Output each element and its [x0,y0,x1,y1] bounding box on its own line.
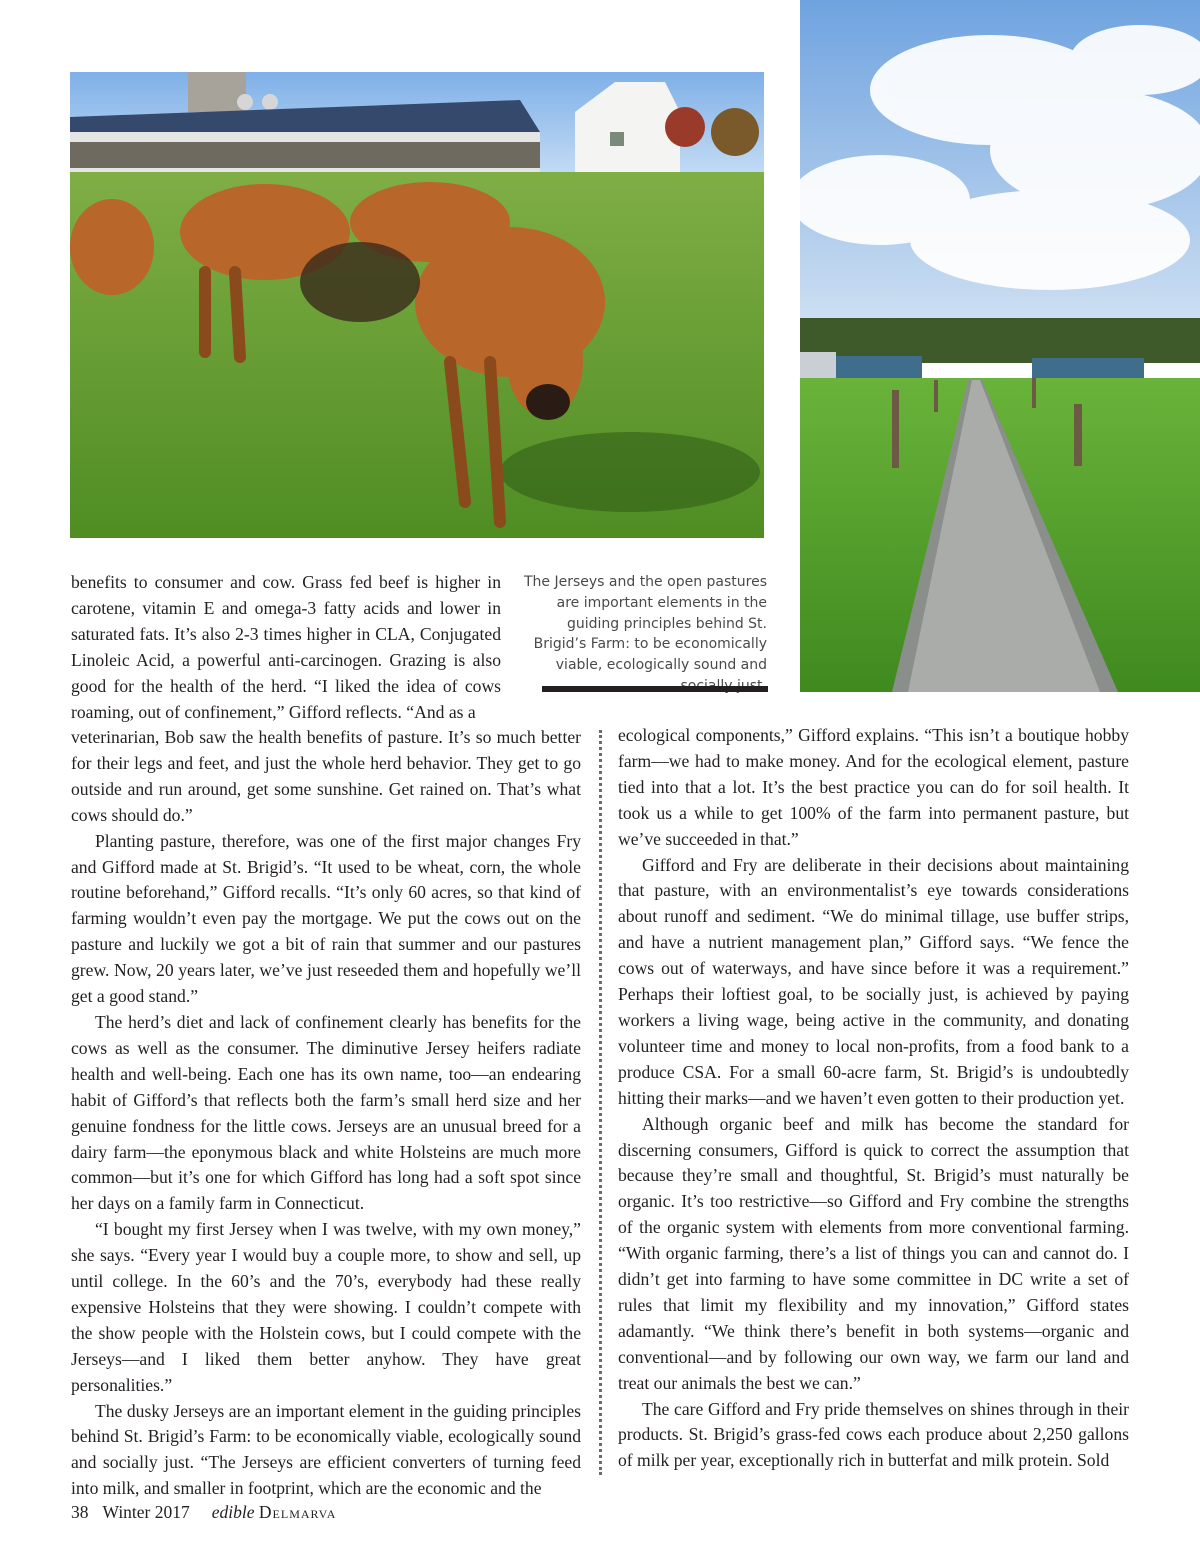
article-paragraph: benefits to consumer and cow. Grass fed beef is higher in carotene, vitamin E and omega-3 fatty acids and lower in saturated fats. It’s also 2-3 times higher in CLA, Conjugated Linoleic Acid, a powerful anti-carcinogen. Grazing is also good for the health of the herd. “I liked the idea of cows roaming, out of confinement,” Gifford reflects. “And as a [71,572,501,722]
article-paragraph: The herd’s diet and lack of confinement clearly has benefits for the cows as well as the consumer. The diminutive Jersey heifers radiate health and well-being. Each one has its own name, too—an endearing habit of Gifford’s that reflects both the farm’s small herd size and her genuine fondness for the little cows. Jerseys are an unusual breed for a dairy farm—the eponymous black and white Holsteins are much more common—but it’s one for which Gifford has long had a soft spot since her days on a family farm in Connecticut. [71,1011,581,1214]
lane-photo [800,0,1200,692]
photo-caption: The Jerseys and the open pastures are important elements in the guiding principles behind St. Brigid’s Farm: to be economically viable, ecologically sound and [523,574,767,674]
article-paragraph: The dusky Jerseys are an important element in the guiding principles behind St. Brigid’s Farm: to be economically viable, ecologically sound and socially just. “The Jerseys are efficient converters of turning feed into milk, and smaller in footprint, which are the economic and the [71,1400,581,1499]
article-paragraph: Planting pasture, therefore, was one of the first major changes Fry and Gifford made at St. Brigid’s. “It used to be wheat, corn, the whole routine beforehand,” Gifford recalls. “It’s only 60 acres, so that kind of farming wouldn’t even pay the mortgage. We put the cows out on the pasture and luckily we got a bit of rain that summer and our pastures grew. Now, 20 years later, we’ve just reseeded them and hopefully we’ll get a good stand.” [71,830,581,1007]
article-paragraph: veterinarian, Bob saw the health benefits of pasture. It’s so much better for their legs and feet, and just the whole herd behavior. They get to go outside and run around, get some sunshine. Get rained on. That’s what cows should do.” [71,727,581,825]
article-paragraph: The care Gifford and Fry pride themselves on shines through in their products. St. Brigid’s grass-fed cows each produce about 2,250 gallons of milk per year, exceptionally rich in butterfat and milk protein. Sold [618,1398,1129,1471]
page-footer [71,1502,336,1523]
cows-photo-illustration [70,72,764,538]
article-column-left [71,725,581,1502]
caption-rule [542,686,768,692]
page-number: 38 [71,1502,89,1522]
article-paragraph: Gifford and Fry are deliberate in their decisions about maintaining that pasture, with an environmentalist’s eye towards considerations about runoff and sediment. “We do minimal tillage, use buffer strips, and have a nutrient management plan,” Gifford says. “We fence the cows out of waterways, and have since before it was a requirement.” Perhaps their loftiest goal, to be socially just, is achieved by paying workers a living wage, being active in the community, and donating volunteer time and money to local non-profits, from a food bank to a produce CSA. For a small 60-acre farm, St. Brigid’s is undoubtedly hitting their marks—and we haven’t even gotten to their production yet. [618,854,1129,1108]
article-paragraph: “I bought my first Jersey when I was twelve, with my own money,” she says. “Every year I would buy a couple more, to show and sell, up until college. In the 60’s and the 70’s, everybody had these really expensive Holsteins that they were showing. I couldn’t compete with the show people with the Holstein cows, but I could compete with the Jerseys—and I liked them better anyhow. They have great personalities.” [71,1219,581,1395]
issue-label: Winter 2017 [102,1502,190,1522]
article-paragraph: Although organic beef and milk has become the standard for discerning consumers, Gifford is quick to correct the assumption that because they’re small and thoughtful, St. Brigid’s must naturally be organic. It’s too restrictive—so Gifford and Fry combine the strengths of the organic system with elements from more conventional farming. “With organic farming, there’s a list of things you can and cannot do. I didn’t get into farming to have some committee in DC write a set of rules that limit my flexibility and my innovation,” Gifford states adamantly. “We think there’s benefit in both systems—organic and conventional—and by following our own way, we farm our land and treat our animals the best we can.” [618,1113,1129,1393]
column-divider [599,730,602,1475]
brand-prefix: edible [211,1502,255,1522]
article-paragraph: ecological components,” Gifford explains. “This isn’t a boutique hobby farm—we had to make money. And for the ecological element, pasture tied into that a lot. It’s the best practice you can do for soil health. It took us a while to get 100% of the farm into permanent pasture, but we’ve succeeded in that.” [618,725,1129,849]
article-column-left-top [71,570,501,725]
cows-photo [70,72,764,538]
lane-photo-illustration [800,0,1200,692]
brand-name: Delmarva [258,1502,337,1522]
article-column-right [618,723,1129,1474]
